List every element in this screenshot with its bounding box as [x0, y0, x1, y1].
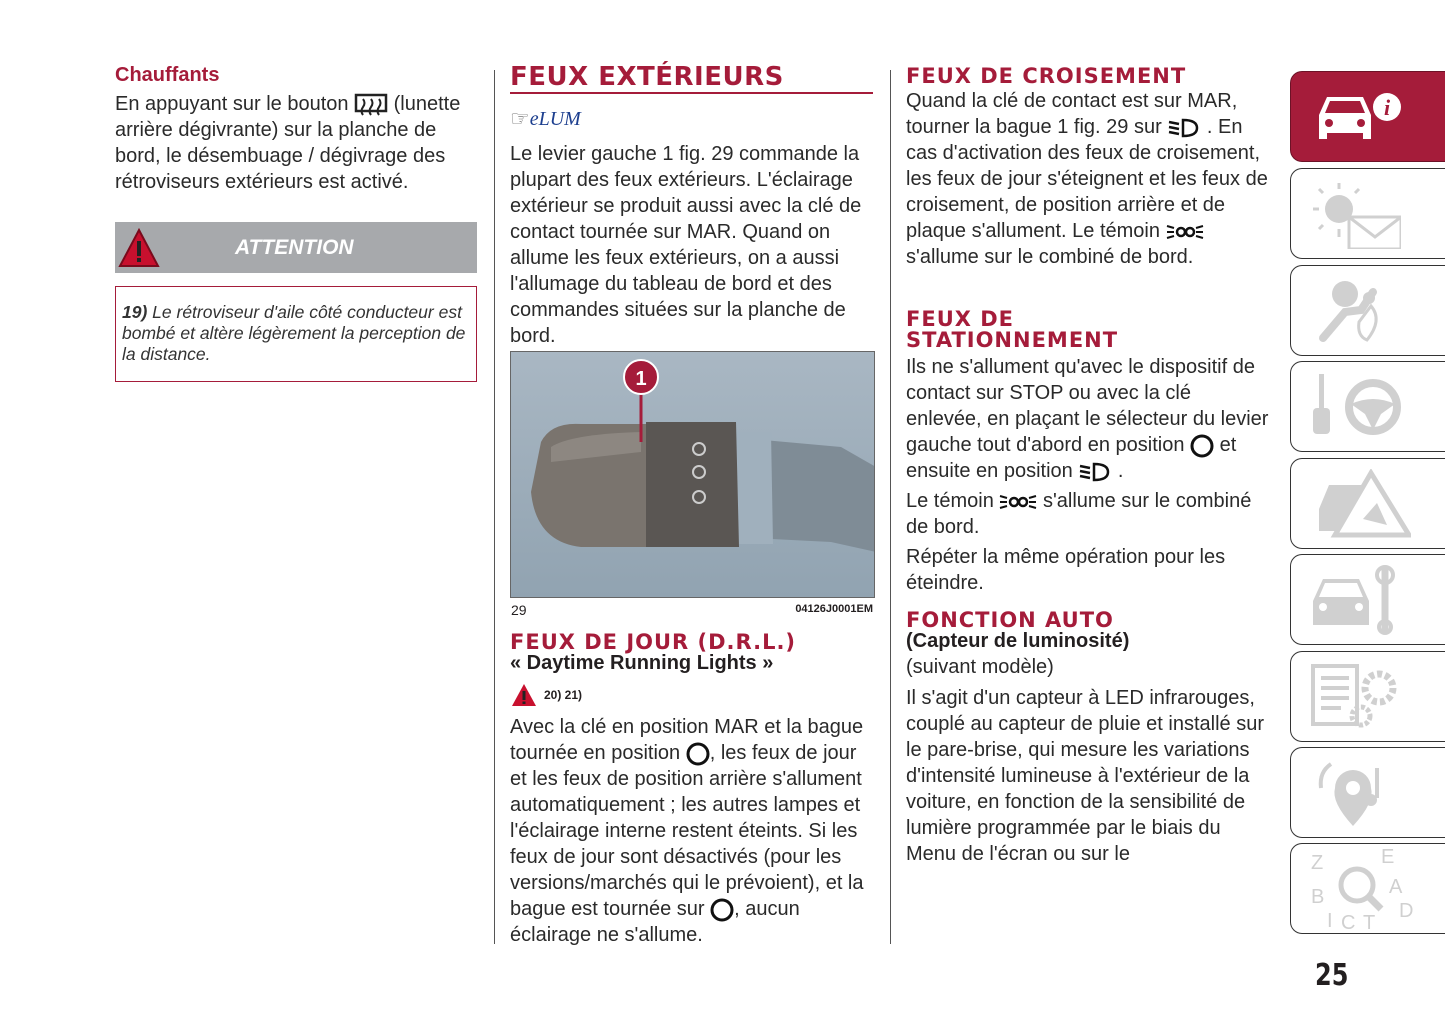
lever-illustration — [511, 352, 875, 598]
tab-emergency[interactable] — [1290, 458, 1445, 549]
position-ring-icon — [710, 898, 734, 922]
warning-icon — [510, 682, 538, 708]
drl-subtitle: « Daytime Running Lights » — [510, 652, 774, 674]
rear-defrost-icon — [354, 93, 388, 117]
svg-text:Z: Z — [1311, 851, 1324, 874]
figure-number: 29 — [511, 602, 527, 618]
position-ring-icon — [1190, 434, 1214, 458]
page-number: 25 — [1315, 958, 1349, 993]
pointing-hand-icon: ☞ — [510, 106, 530, 131]
car-service-icon — [1311, 565, 1401, 635]
stationnement-title: FEUX DE STATIONNEMENT — [906, 307, 1119, 352]
drl-refs: 20) 21) — [510, 682, 582, 708]
column-divider — [494, 70, 495, 944]
chauffants-text: En appuyant sur le bouton (lunette arrière dégivrante) sur la planche de bord, le désembuage / dégivrage des rétroviseurs extérieurs est activé. — [115, 93, 461, 193]
multimedia-icon — [1311, 758, 1401, 828]
heading-chauffants: Chauffants — [115, 64, 220, 86]
position-lights-icon — [1166, 223, 1204, 241]
feux-exterieurs-title: FEUX EXTÉRIEURS — [510, 62, 784, 92]
lights-messages-icon — [1311, 179, 1401, 249]
svg-text:D: D — [1399, 899, 1414, 922]
low-beam-icon — [1167, 117, 1201, 139]
tab-car-info[interactable] — [1290, 71, 1445, 162]
tab-technical-data[interactable] — [1290, 651, 1445, 742]
tab-maintenance[interactable] — [1290, 554, 1445, 645]
svg-text:B: B — [1311, 885, 1325, 908]
tab-lights-messages[interactable] — [1290, 168, 1445, 259]
position-lights-icon — [999, 493, 1037, 511]
column-divider — [890, 70, 891, 944]
svg-text:A: A — [1389, 875, 1403, 898]
tab-safety[interactable] — [1290, 265, 1445, 356]
attention-label: ATTENTION — [235, 235, 354, 259]
svg-text:i: i — [1383, 94, 1391, 120]
svg-text:I: I — [1327, 909, 1333, 929]
warning-icon — [117, 227, 161, 269]
specs-icon — [1311, 662, 1401, 732]
figure-callout: 1 — [635, 368, 647, 390]
index-icon — [1311, 849, 1421, 929]
svg-text:C: C — [1341, 911, 1356, 929]
svg-text:T: T — [1363, 911, 1376, 929]
stationnement-text: Ils ne s'allument qu'avec le dispositif de contact sur STOP ou avec la clé enlevée, en plaçant le sélecteur du levier gauche tout d'abord en position et ensuite en position . Le témoin s'allume sur le combiné de bord. Répéter la même opération pour les éteindre. — [906, 356, 1269, 594]
car-info-icon — [1311, 87, 1401, 147]
croisement-text: Quand la clé de contact est sur MAR, tourner la bague 1 fig. 29 sur . En cas d'activation des feux de croisement, les feux de jour s'éteignent et les feux de croisement, de position arrière et de plaque s'allument. Le témoin s'allume sur le combiné de bord. — [906, 90, 1268, 268]
croisement-title: FEUX DE CROISEMENT — [906, 64, 1187, 88]
airbag-icon — [1311, 276, 1401, 346]
auto-title: FONCTION AUTO — [906, 608, 1114, 632]
intro-text: Le levier gauche 1 fig. 29 commande la plupart des feux extérieurs. L'éclairage extérieur se produit aussi avec la clé de contact tournée sur MAR. Quand on allume les feux extérieurs, on a aussi l'allumage du tableau de bord et des commandes situées sur la planche de bord. — [510, 143, 862, 347]
svg-text:E: E — [1381, 848, 1395, 868]
title-underline — [510, 92, 873, 94]
figure-code: 04126J0001EM — [795, 603, 873, 615]
auto-subtitle: (Capteur de luminosité) — [906, 630, 1130, 652]
auto-text: Il s'agit d'un capteur à LED infrarouges, couplé au capteur de pluie et installé sur le pare-brise, qui mesure les variations d'intensité lumineuse à l'extérieur de la voiture, en fonction de la sensibilité de lumière programmée par le biais du Menu de l'écran ou sur le — [906, 687, 1265, 865]
attention-banner — [115, 222, 477, 273]
low-beam-icon — [1078, 461, 1112, 483]
auto-model: (suivant modèle) — [906, 656, 1054, 678]
tab-index[interactable] — [1290, 843, 1445, 934]
elum-marker: ☞ eLUM — [510, 106, 581, 131]
position-ring-icon — [686, 742, 710, 766]
drl-text: Avec la clé en position MAR et la bague tournée en position , les feux de jour et les feux de position arrière s'allument automatiquement ; les autres lampes et l'éclairage interne restent éteints. Si les feux de jour sont désactivés (pour les versions/marchés qui le prévoient), et la bague est tournée sur , aucun éclairage ne s'allume. — [510, 716, 864, 946]
tab-multimedia[interactable] — [1290, 747, 1445, 838]
attention-note: 19) Le rétroviseur d'aile côté conducteur est bombé et altère légèrement la perception de la distance. — [115, 286, 477, 382]
figure-29 — [510, 351, 875, 598]
key-steering-icon — [1311, 372, 1401, 442]
tab-starting-driving[interactable] — [1290, 361, 1445, 452]
emergency-icon — [1311, 469, 1411, 539]
drl-title: FEUX DE JOUR (D.R.L.) — [510, 630, 797, 654]
